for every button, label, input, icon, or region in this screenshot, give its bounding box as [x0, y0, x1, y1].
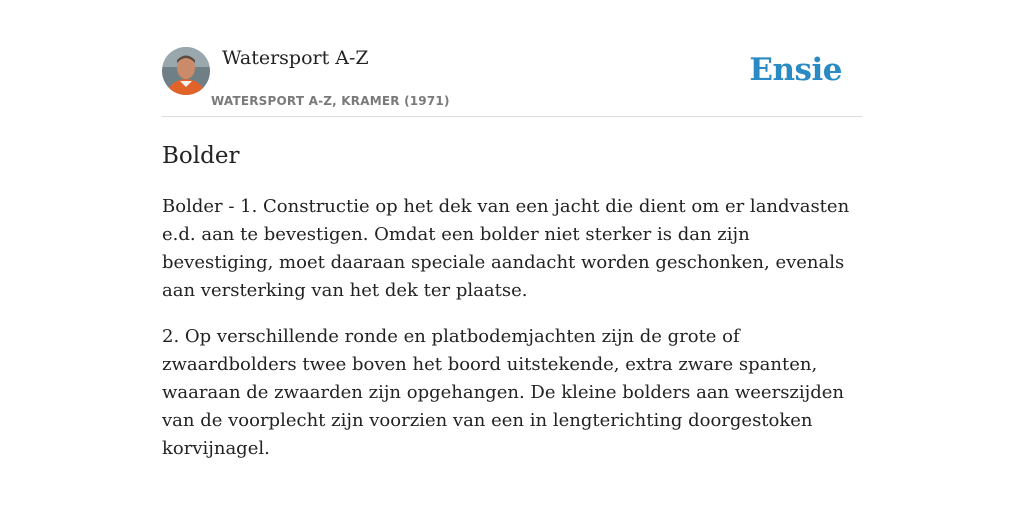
- entry-paragraph-2: 2. Op verschillende ronde en platbodemjachten zijn de grote of zwaardbolders twee boven het boord uitstekende, extra zware spanten, waaraan de zwaarden zijn opgehangen. De kleine bolders aan weerszijden van de voorplecht zijn voorzien van een in lengterichting doorgestoken korvijnagel.: [162, 326, 845, 459]
- entry-title: Bolder: [162, 143, 240, 169]
- entry-paragraph-1: Bolder - 1. Constructie op het dek van een jacht die dient om er landvasten e.d. aan te bevestigen. Omdat een bolder niet sterker is dan zijn bevestiging, moet daaraan speciale aandacht worden geschonken, evenals aan versterking van het dek ter plaatse.: [162, 196, 850, 301]
- avatar[interactable]: [162, 47, 210, 95]
- entry-card: [162, 44, 862, 463]
- entry-header: [162, 44, 862, 117]
- ensie-logo[interactable]: Ensie: [749, 52, 842, 88]
- source-subtitle: WATERSPORT A-Z, KRAMER (1971): [211, 94, 450, 108]
- source-title[interactable]: Watersport A-Z: [222, 47, 369, 69]
- author-photo: [162, 47, 210, 95]
